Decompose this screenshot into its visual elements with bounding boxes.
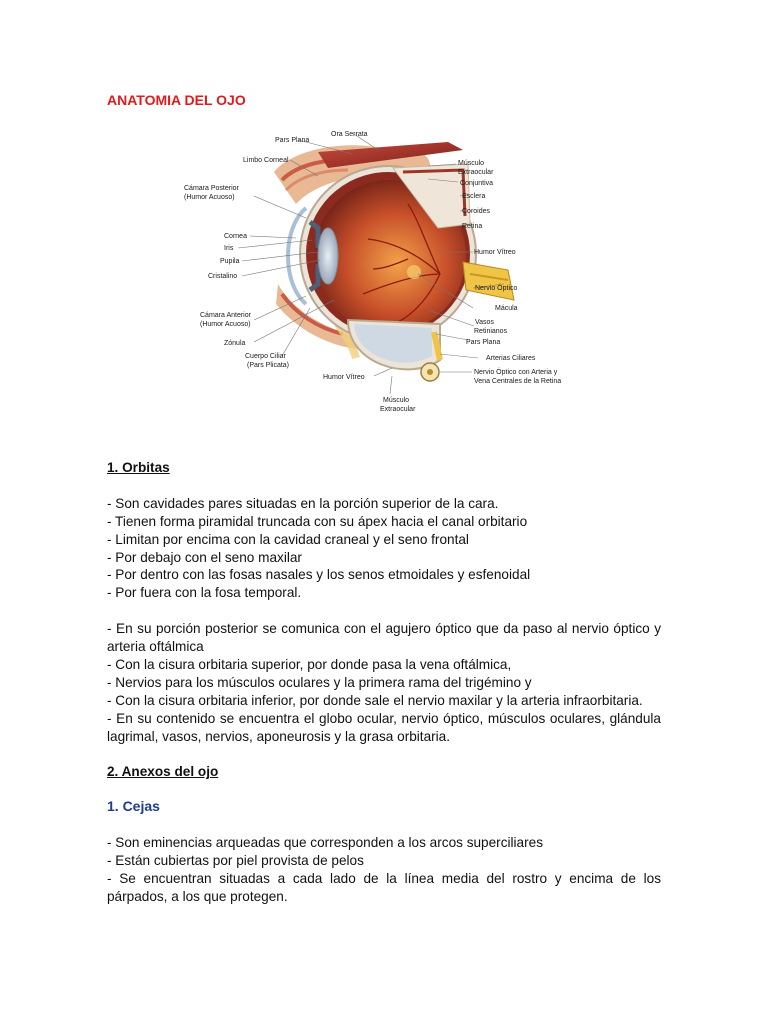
label-iris: Iris [224,245,234,252]
label-limbo-corneal: Limbo Corneal [243,157,289,164]
subheading-cejas: 1. Cejas [107,798,160,815]
label-camara-anterior-1: Cámara Anterior [200,312,251,319]
list-item: - En su porción posterior se comunica con el agujero óptico que da paso al nervio óptico y arteria oftálmica [107,621,661,655]
label-vasos-2: Retinianos [474,328,508,335]
label-pars-plana-bottom: Pars Plana [466,339,501,346]
document-body [107,459,661,906]
list-item: - Por dentro con las fosas nasales y los senos etmoidales y esfenoidal [107,567,531,583]
label-humor-vitreo-bottom: Humor Vítreo [323,374,365,381]
label-zonula: Zónula [224,340,246,347]
label-ora-serrata: Ora Serrata [331,131,368,138]
cejas-list [107,834,661,906]
label-vasos-1: Vasos [475,319,494,326]
cross-section-eye [348,320,440,381]
label-coroides: Coroides [462,208,491,215]
eye-anatomy-illustration [178,124,578,420]
macula-shape [407,265,421,279]
list-item: - Están cubiertas por piel provista de pelos [107,852,364,868]
label-esclera: Esclera [462,193,486,200]
label-cuerpo-ciliar-1: Cuerpo Ciliar [245,353,286,360]
list-item: - Con la cisura orbitaria inferior, por donde sale el nervio maxilar y la arteria infraorbitaria. [107,692,643,708]
label-musculo-extraocular-bottom-2: Extraocular [380,406,416,413]
label-camara-posterior-1: Cámara Posterior [184,185,239,192]
section-heading-orbitas: 1. Orbitas [107,460,170,475]
list-item: - Son eminencias arqueadas que corresponden a los arcos superciliares [107,835,544,851]
section-heading-anexos: 2. Anexos del ojo [107,764,219,780]
list-item: - Limitan por encima con la cavidad craneal y el seno frontal [107,531,469,547]
label-humor-vitreo-right: Humor Vítreo [474,249,516,256]
label-cuerpo-ciliar-2: (Pars Plicata) [247,362,290,369]
label-musculo-extraocular-right-1: Músculo [458,160,485,167]
label-camara-posterior-2: (Humor Acuoso) [184,194,235,201]
list-item: - Se encuentran situadas a cada lado de la línea media del rostro y encima de los párpados, a los que protegen. [107,870,661,904]
label-cristalino: Cristalino [208,273,238,280]
label-nervio-arteria-2: Vena Centrales de la Retina [474,378,562,385]
list-item: - Por debajo con el seno maxilar [107,549,302,565]
label-camara-anterior-2: (Humor Acuoso) [200,321,251,328]
label-arterias-ciliares: Arterias Ciliares [486,355,536,362]
label-cornea: Cornea [224,233,247,240]
list-item: - Nervios para los músculos oculares y la primera rama del trigémino y [107,674,532,690]
label-pars-plana-top: Pars Plana [275,137,310,144]
label-nervio-arteria-1: Nervio Óptico con Arteria y [474,369,558,376]
orbitas-list-a [107,495,661,602]
list-item: - Tienen forma piramidal truncada con su ápex hacia el canal orbitario [107,513,528,529]
label-nervio-optico: Nervio Óptico [475,285,518,292]
crystalline-lens-shape [318,228,338,284]
list-item: - Son cavidades pares situadas en la porción superior de la cara. [107,495,499,511]
list-item: - En su contenido se encuentra el globo ocular, nervio óptico, músculos oculares, glándula lagrimal, vasos, nervios, aponeurosis y la grasa orbitaria. [107,710,661,744]
label-pupila: Pupila [220,258,240,265]
label-macula: Mácula [495,305,518,312]
document-title: ANATOMIA DEL OJO [107,92,246,108]
orbitas-list-b [107,620,661,745]
list-item: - Con la cisura orbitaria superior, por donde pasa la vena oftálmica, [107,656,512,672]
list-item: - Por fuera con la fosa temporal. [107,585,302,601]
eye-anatomy-figure [178,124,578,420]
label-conjuntiva: Conjuntiva [460,180,494,187]
optic-nerve-shape [463,262,514,300]
label-musculo-extraocular-right-2: Extraocular [458,169,494,176]
label-musculo-extraocular-bottom-1: Músculo [383,397,410,404]
label-retina: Retina [462,223,483,230]
